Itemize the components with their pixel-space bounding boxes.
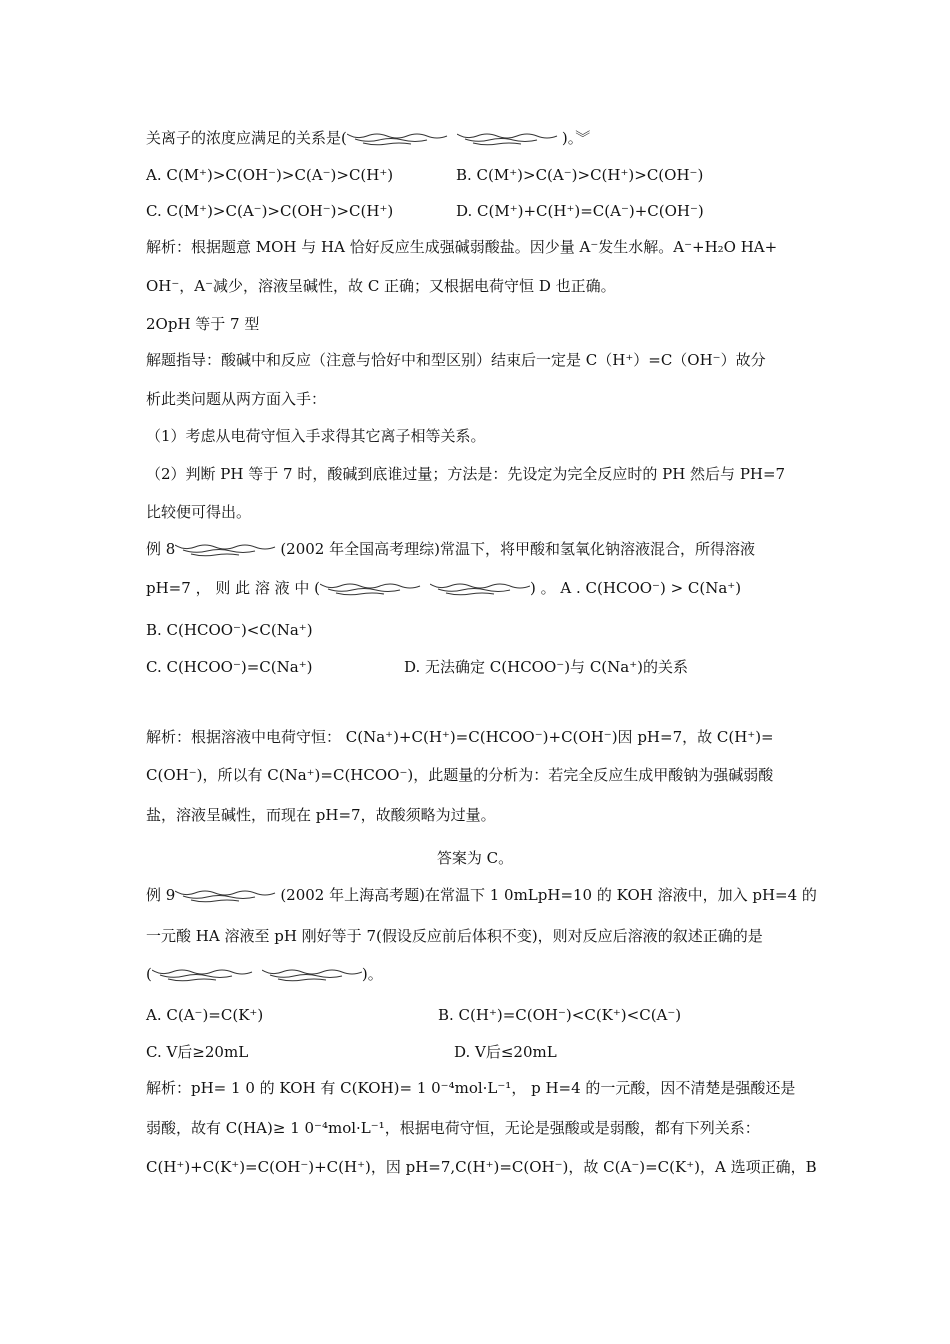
- question-tail-close: )。: [561, 129, 576, 147]
- step-line: 比较便可得出。: [146, 503, 252, 521]
- analysis-line: 解析：根据溶液中电荷守恒： C(Na⁺)+C(H⁺)=C(HCOO⁻)+C(OH⁻)因 pH=7，故 C(H⁺)=: [146, 728, 774, 746]
- blank-wave-decoration: [347, 130, 457, 148]
- example-9-close: )。: [361, 965, 383, 983]
- option-b: B. C(M⁺)>C(A⁻)>C(H⁺)>C(OH⁻): [456, 166, 704, 184]
- example-8-label: 例 8: [146, 540, 176, 558]
- blank-wave-decoration: [175, 541, 280, 559]
- example-9-line: 一元酸 HA 溶液至 pH 刚好等于 7(假设反应前后体积不变)，则对反应后溶液的叙述正确的是: [146, 927, 763, 945]
- example-9-option-b: B. C(H⁺)=C(OH⁻)<C(K⁺)<C(A⁻): [438, 1006, 682, 1024]
- analysis-line: C(H⁺)+C(K⁺)=C(OH⁻)+C(H⁺)，因 pH=7,C(H⁺)=C(OH⁻)，故 C(A⁻)=C(K⁺)，A 选项正确，B: [146, 1158, 817, 1176]
- option-d: D. C(M⁺)+C(H⁺)=C(A⁻)+C(OH⁻): [456, 202, 704, 220]
- analysis-line: 盐，溶液呈碱性，而现在 pH=7，故酸须略为过量。: [146, 806, 496, 824]
- example-8-text: pH=7 ， 则 此 溶 液 中 (: [146, 579, 321, 597]
- section-heading: 2OpH 等于 7 型: [146, 315, 260, 333]
- analysis-line: 解析：pH= 1 0 的 KOH 有 C(KOH)= 1 0⁻⁴mol·L⁻¹， p H=4 的一元酸，因不清楚是强酸还是: [146, 1079, 796, 1097]
- example-8-option-b: B. C(HCOO⁻)<C(Na⁺): [146, 621, 313, 639]
- example-9-label: 例 9: [146, 886, 176, 904]
- example-8-option-a: ) 。 A . C(HCOO⁻) > C(Na⁺): [530, 579, 742, 597]
- analysis-line: 弱酸，故有 C(HA)≥ 1 0⁻⁴mol·L⁻¹，根据电荷守恒，无论是强酸或是弱酸，都有下列关系：: [146, 1119, 760, 1137]
- analysis-line: OH⁻，A⁻减少，溶液呈碱性，故 C 正确；又根据电荷守恒 D 也正确。: [146, 277, 616, 295]
- example-9-option-c: C. V后≥20mL: [146, 1043, 249, 1061]
- example-8-option-c: C. C(HCOO⁻)=C(Na⁺): [146, 658, 313, 676]
- blank-wave-decoration: [320, 580, 430, 598]
- example-8-option-d: D. 无法确定 C(HCOO⁻)与 C(Na⁺)的关系: [404, 658, 688, 676]
- question-tail-line: [146, 128, 590, 148]
- step-line: （1）考虑从电荷守恒入手求得其它离子相等关系。: [146, 427, 486, 445]
- blank-wave-decoration: [175, 887, 280, 905]
- example-9-open: (: [146, 965, 152, 983]
- blank-wave-decoration: [152, 966, 262, 984]
- example-9-line: [146, 964, 383, 984]
- example-8-text: (2002 年全国高考理综)常温下，将甲酸和氢氧化钠溶液混合，所得溶液: [280, 540, 755, 558]
- example-9-line: [146, 885, 817, 905]
- example-8-line: [146, 539, 755, 559]
- option-c: C. C(M⁺)>C(A⁻)>C(OH⁻)>C(H⁺): [146, 202, 394, 220]
- example-9-option-d: D. V后≤20mL: [454, 1043, 557, 1061]
- analysis-line: 解析：根据题意 MOH 与 HA 恰好反应生成强碱弱酸盐。因少量 A⁻发生水解。A⁻+H₂O HA+: [146, 238, 778, 256]
- blank-wave-decoration: [430, 580, 530, 598]
- blank-wave-decoration: [457, 130, 562, 148]
- step-line: （2）判断 PH 等于 7 时，酸碱到底谁过量；方法是：先设定为完全反应时的 PH 然后与 PH=7: [146, 465, 786, 483]
- mark-glyph: ︾: [575, 129, 591, 147]
- blank-wave-decoration: [262, 966, 362, 984]
- answer-line: 答案为 C。: [436, 849, 514, 867]
- guide-line: 析此类问题从两方面入手：: [146, 390, 327, 408]
- example-9-text: (2002 年上海高考题)在常温下 1 0mLpH=10 的 KOH 溶液中，加入 pH=4 的: [280, 886, 817, 904]
- guide-line: 解题指导：酸碱中和反应（注意与恰好中和型区别）结束后一定是 C（H⁺）=C（OH⁻）故分: [146, 351, 766, 369]
- question-tail-text: 关离子的浓度应满足的关系是(: [146, 129, 347, 147]
- analysis-line: C(OH⁻)，所以有 C(Na⁺)=C(HCOO⁻)，此题量的分析为：若完全反应生成甲酸钠为强碱弱酸: [146, 766, 774, 784]
- example-8-line: [146, 578, 741, 598]
- example-9-option-a: A. C(A⁻)=C(K⁺): [146, 1006, 264, 1024]
- option-a: A. C(M⁺)>C(OH⁻)>C(A⁻)>C(H⁺): [146, 166, 394, 184]
